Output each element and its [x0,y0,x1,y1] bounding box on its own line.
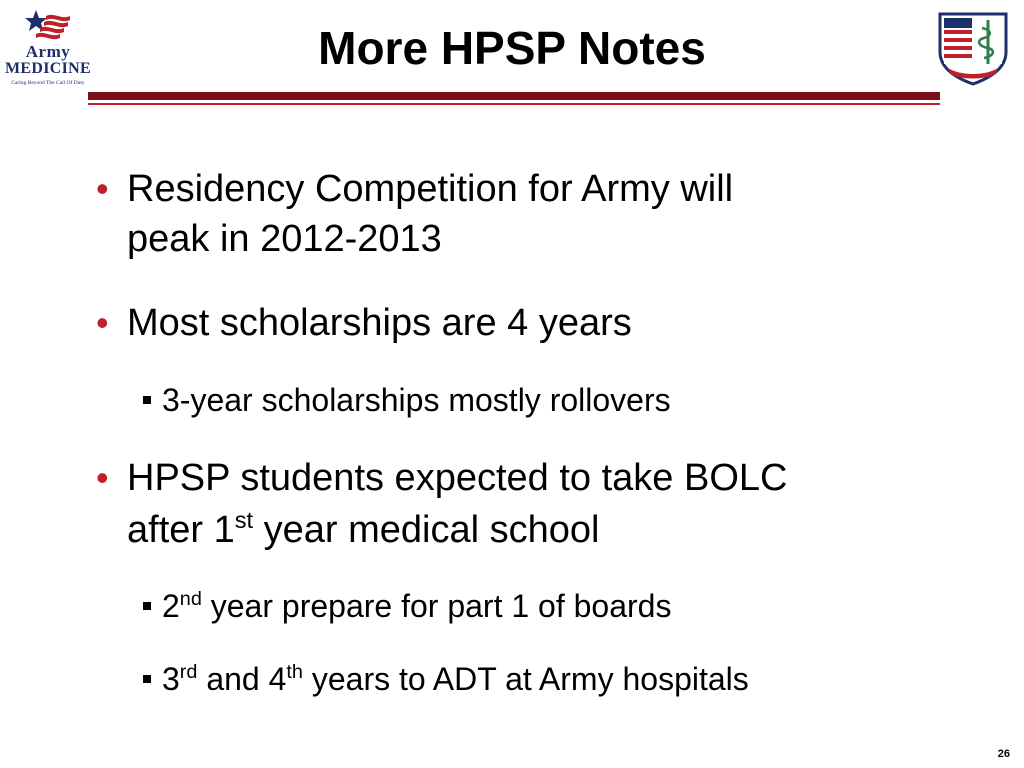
text-run: after 1 [127,509,235,551]
logo-medicine-text: MEDICINE [5,60,91,77]
superscript: rd [179,661,198,684]
army-medical-crest-icon [934,10,1012,86]
bullet-dot: • [96,168,109,209]
bullet-dot: • [96,457,109,498]
header-rule-thin [88,103,940,105]
header-rule-dark [88,92,940,100]
bullet-3-line-2 [127,507,599,553]
superscript: st [234,506,254,533]
logo-army-text: Army [25,42,71,61]
square-bullet-icon [143,396,151,404]
bullet-3-line-1: HPSP students expected to take BOLC [127,457,788,499]
text-run: and 4 [197,661,287,697]
square-bullet-icon [143,602,151,610]
slide-title: More HPSP Notes [318,22,706,74]
bullet-3-sub-1 [162,586,671,626]
bullet-1-line-2: peak in 2012-2013 [127,218,442,260]
text-run: years to ADT at Army hospitals [302,661,749,697]
square-bullet-icon [143,675,151,683]
bullet-1-line-1: Residency Competition for Army will [127,168,734,210]
text-run: year medical school [253,509,600,551]
bullet-3-sub-2 [162,659,749,699]
page-number: 26 [997,748,1010,760]
bullet-2-sub-1: 3-year scholarships mostly rollovers [162,382,671,418]
bullet-2-text: Most scholarships are 4 years [127,302,632,344]
logo-tagline: Caring Beyond The Call Of Duty [11,80,85,86]
text-run: 3 [162,661,180,697]
superscript: th [286,661,303,684]
bullet-dot: • [96,302,109,343]
superscript: nd [179,588,202,611]
text-run: 2 [162,588,180,624]
text-run: year prepare for part 1 of boards [201,588,672,624]
